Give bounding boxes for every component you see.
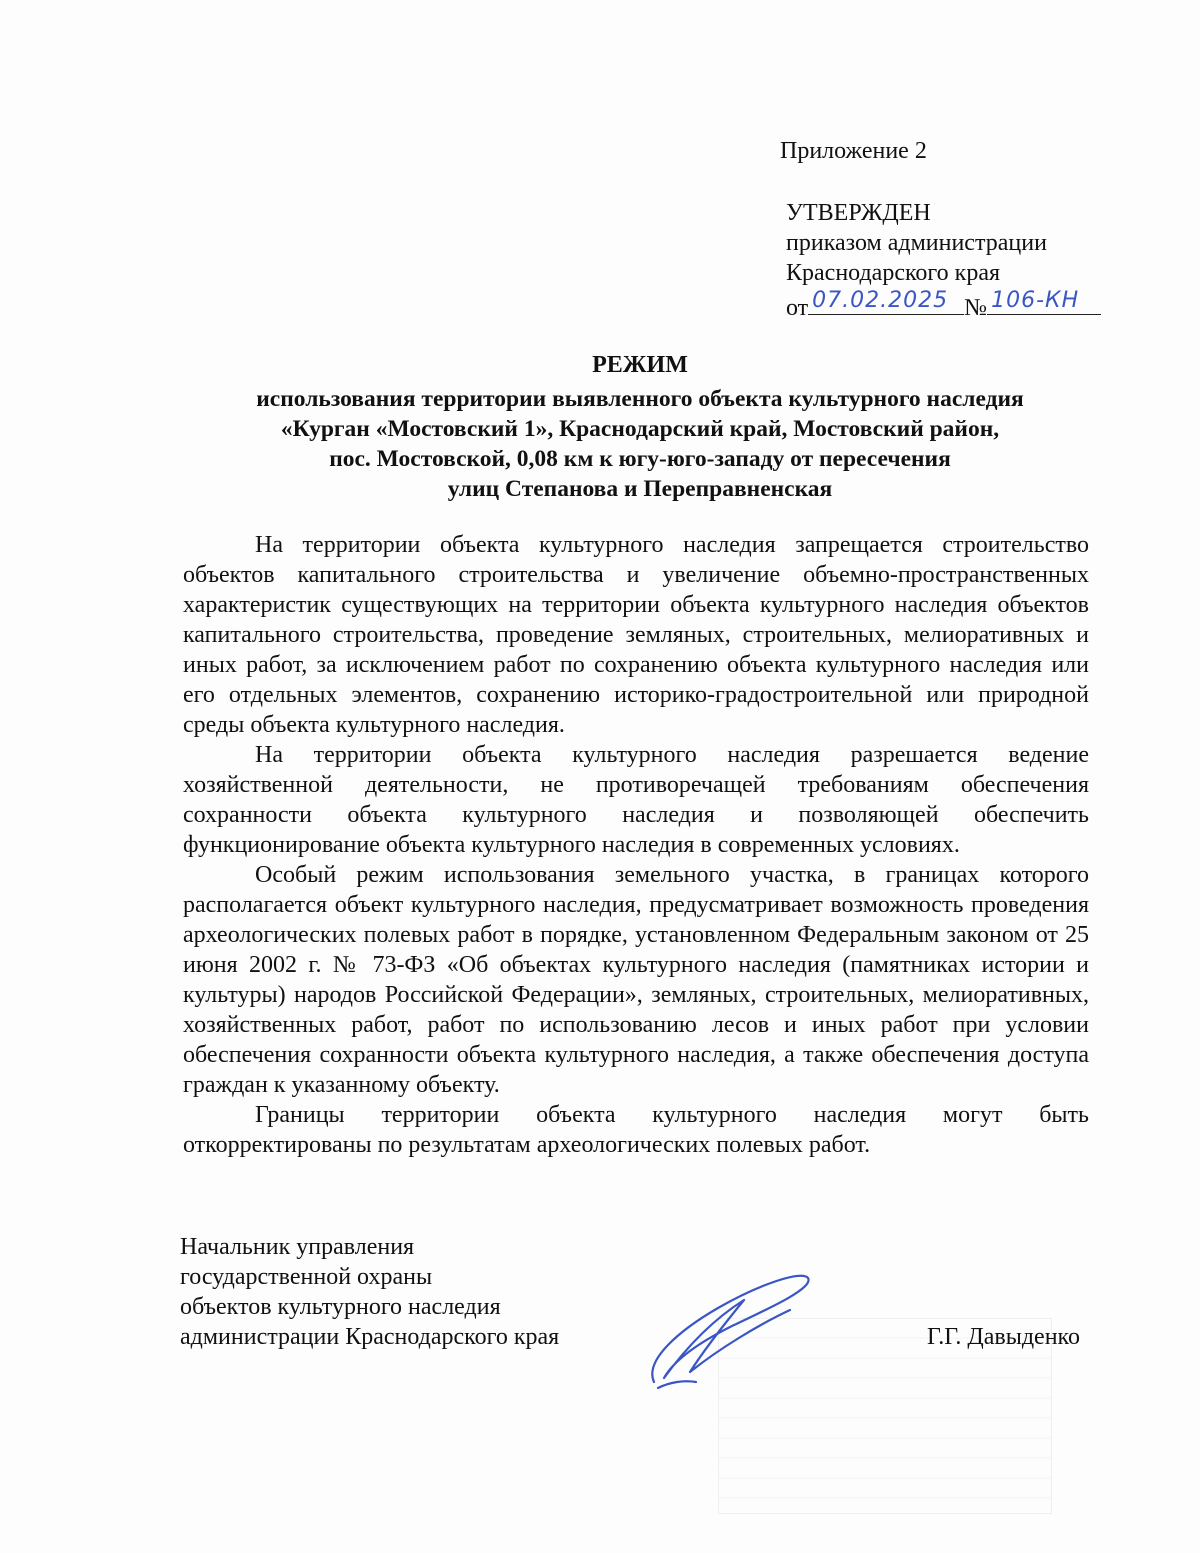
subtitle-line: «Курган «Мостовский 1», Краснодарский край, Мостовский район, (280, 416, 1000, 442)
order-date-field (808, 288, 964, 315)
order-prefix: от (786, 295, 809, 321)
signer-name: Г.Г. Давыденко (927, 1324, 1080, 1350)
approval-block (786, 198, 1146, 323)
handwritten-signature (640, 1264, 820, 1404)
order-number-sign: № (964, 295, 988, 321)
body-paragraph: Особый режим использования земельного участка, в границах которого располагается объект культурного наследия, предусматривает возможность проведения археологических полевых работ в порядке, установленном Федеральным законом от 25 июня 2002 г. № 73-ФЗ «Об объектах культурного наследия (памятниках истории и культуры) народов Российской Федерации», земляных, строительных, мелиоративных, хозяйственных работ, работ по использованию лесов и иных работ при условии обеспечения сохранности объекта культурного наследия, а также обеспечения доступа граждан к указанному объекту. (183, 862, 1089, 1098)
position-line: администрации Краснодарского края (180, 1324, 560, 1350)
approved-heading: УТВЕРЖДЕН (786, 200, 931, 226)
body-paragraph: На территории объекта культурного наследия разрешается ведение хозяйственной деятельности, не противоречащей требованиям обеспечения сохранности объекта культурного наследия и позволяющей обеспечить функционирование объекта культурного наследия в современных условиях. (183, 742, 1089, 858)
body-paragraph: На территории объекта культурного наследия запрещается строительство объектов капитального строительства и увеличение объемно-пространственных характеристик существующих на территории объекта культурного наследия объектов капитального строительства, проведение земляных, строительных, мелиоративных и иных работ, за исключением работ по сохранению объекта культурного наследия или его отдельных элементов, сохранению историко-градостроительной или природной среды объекта культурного наследия. (183, 532, 1089, 738)
body-paragraph: Границы территории объекта культурного наследия могут быть откорректированы по результатам археологических полевых работ. (183, 1102, 1089, 1158)
order-number-handwritten: 106-КН (991, 288, 1080, 313)
order-date-handwritten: 07.02.2025 (812, 288, 949, 313)
position-line: объектов культурного наследия (180, 1294, 501, 1320)
document-title: РЕЖИМ (592, 352, 688, 378)
position-line: государственной охраны (180, 1264, 433, 1290)
document-body (183, 530, 1089, 1160)
subtitle-line: использования территории выявленного объекта культурного наследия (256, 386, 1024, 412)
order-line (786, 288, 1146, 323)
appendix-label: Приложение 2 (780, 138, 927, 164)
order-number-field (987, 288, 1101, 315)
signatory-position (180, 1232, 559, 1352)
approved-by-line: приказом администрации (786, 230, 1047, 256)
approved-by-region: Краснодарского края (786, 260, 1001, 286)
subtitle-line: пос. Мостовской, 0,08 км к югу-юго-западу от пересечения (329, 446, 951, 472)
position-line: Начальник управления (180, 1234, 415, 1260)
subtitle-line: улиц Степанова и Переправненская (447, 476, 833, 502)
document-subtitle (150, 384, 1130, 504)
